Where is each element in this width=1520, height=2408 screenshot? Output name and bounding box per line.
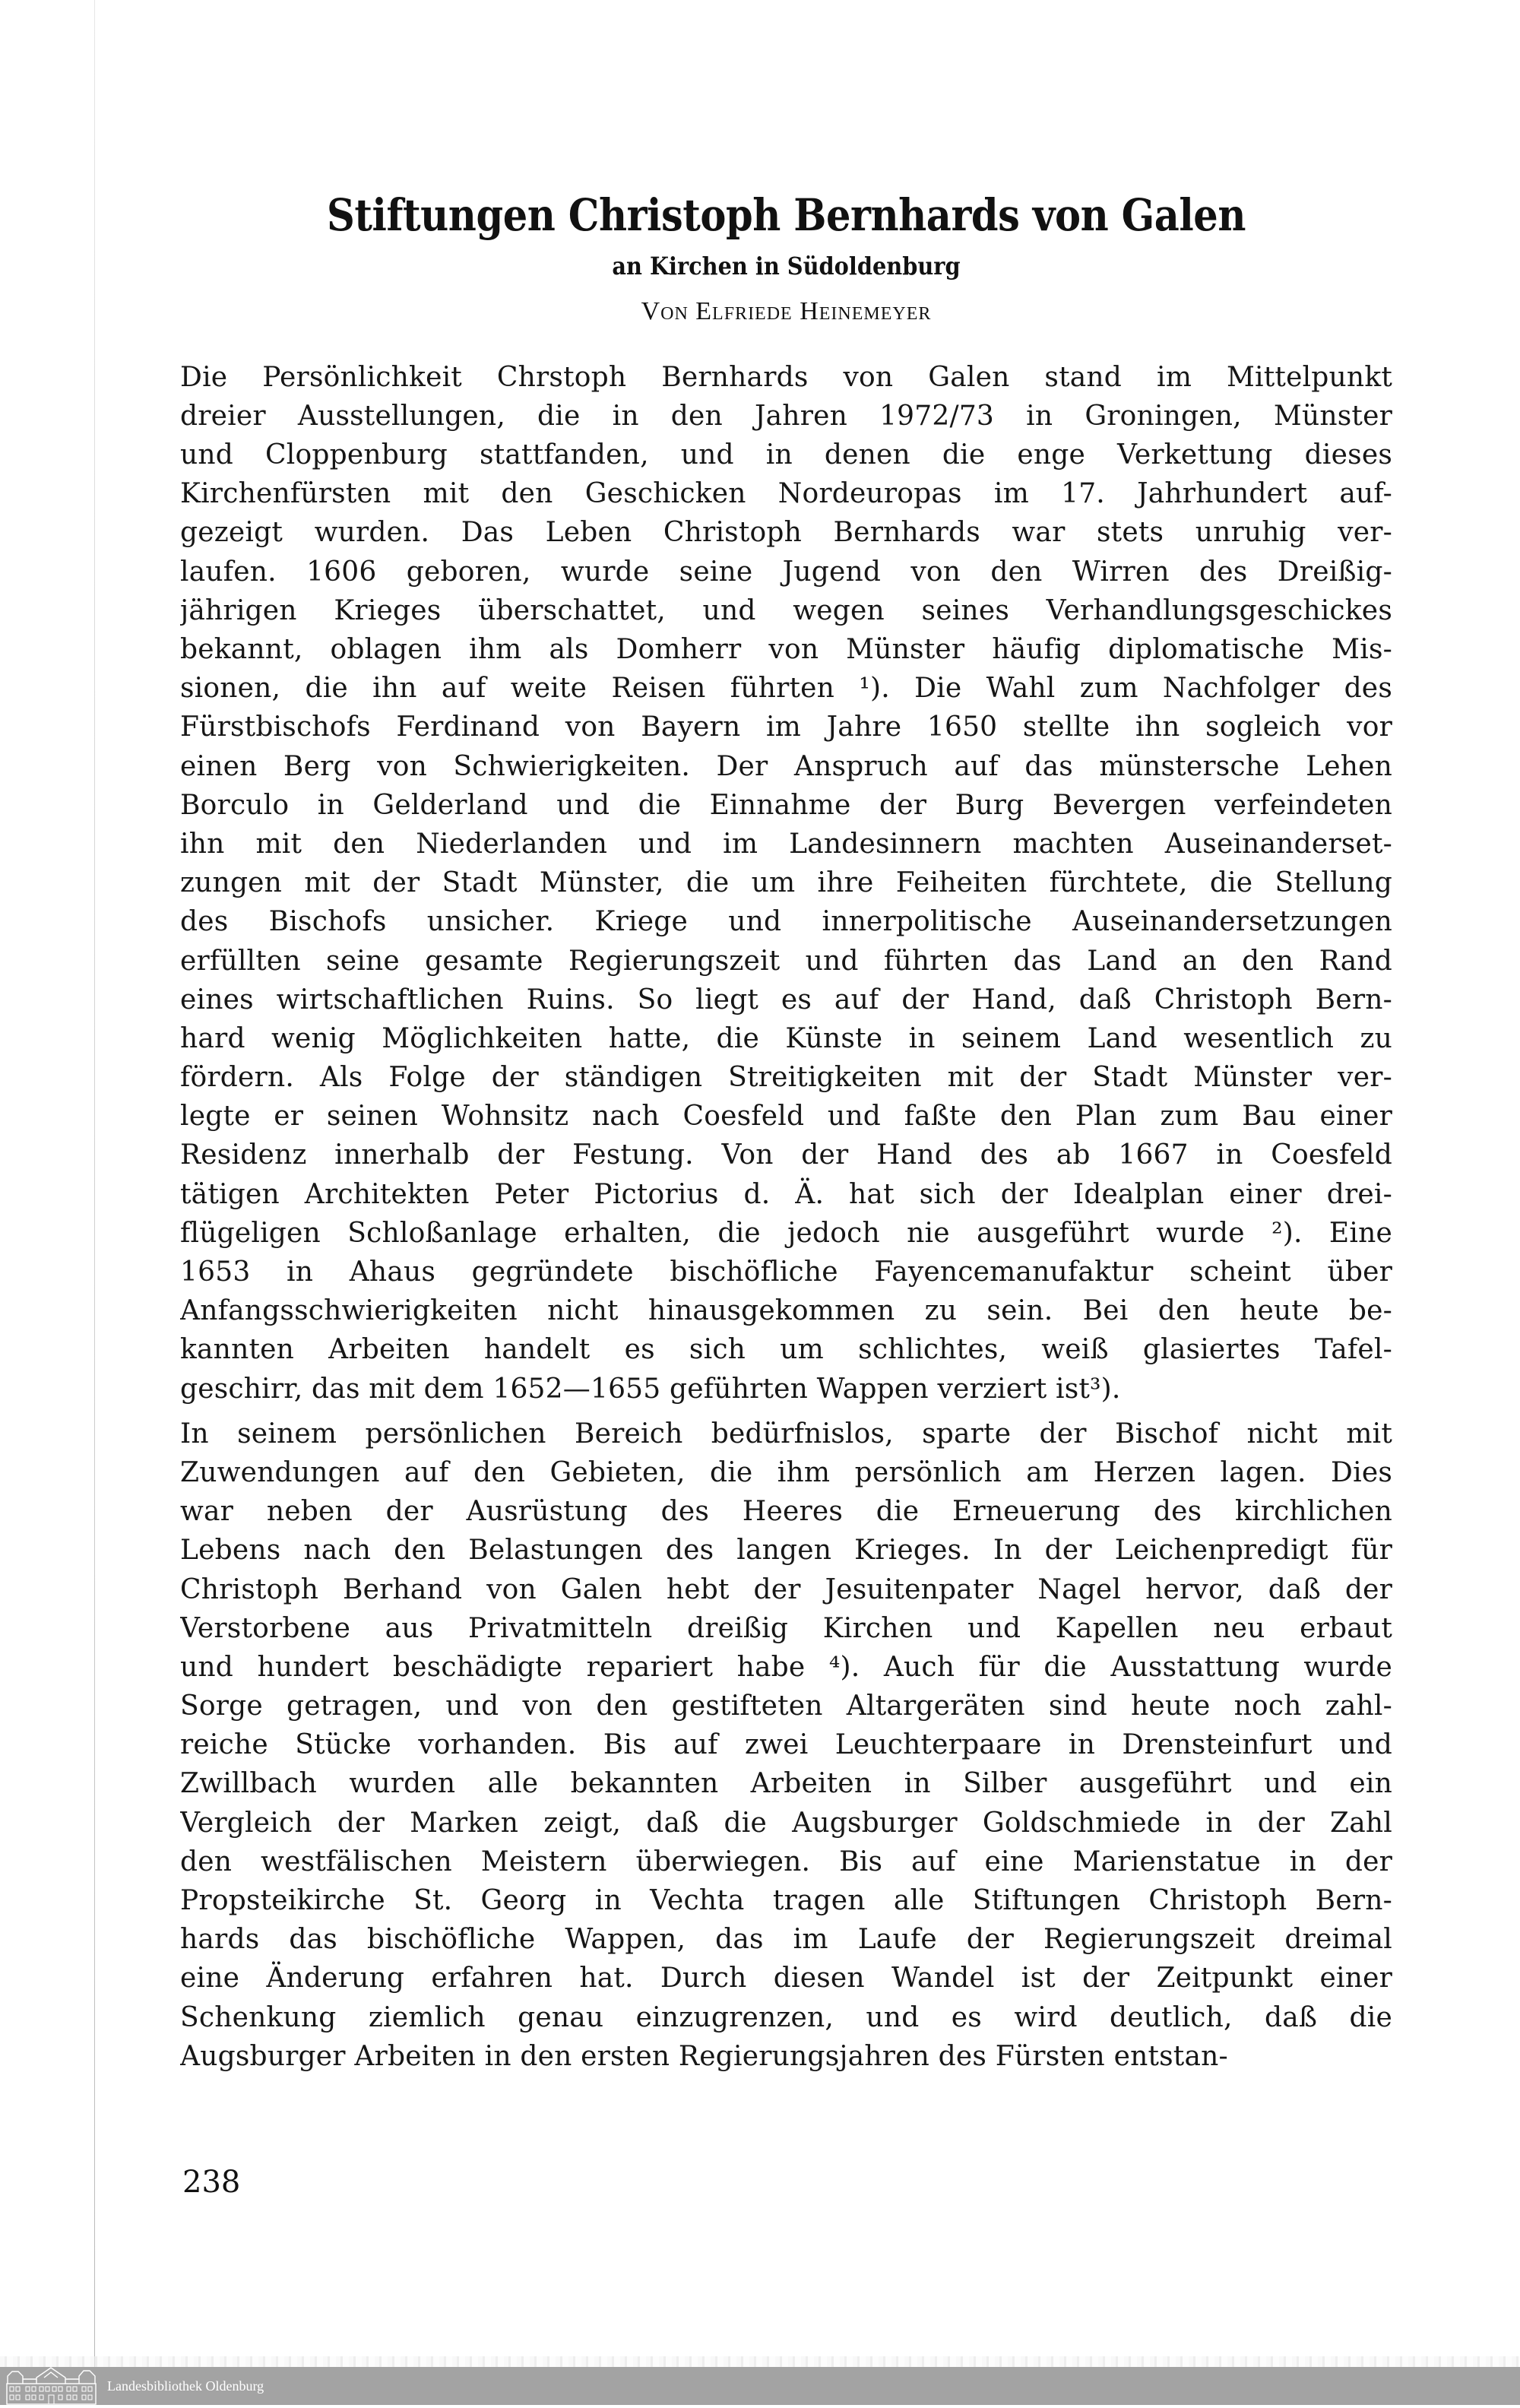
footer-bar: [0, 2367, 1520, 2405]
text-line: Lebens nach den Belastungen des langen Krieges. In der Leichenpredigt für: [180, 1535, 1392, 1567]
text-line: Kirchenfürsten mit den Geschicken Nordeuropas im 17. Jahrhundert auf-: [180, 478, 1392, 510]
text-line: In seinem persönlichen Bereich bedürfnislos, sparte der Bischof nicht mit: [180, 1418, 1392, 1450]
text-line: hards das bischöfliche Wappen, das im Laufe der Regierungszeit dreimal: [180, 1924, 1392, 1956]
text-line: dreier Ausstellungen, die in den Jahren 1972/73 in Groningen, Münster: [180, 400, 1392, 432]
text-line: Zwillbach wurden alle bekannten Arbeiten in Silber ausgeführt und ein: [180, 1768, 1392, 1800]
text-line: Schenkung ziemlich genau einzugrenzen, und es wird deutlich, daß die: [180, 2001, 1392, 2033]
text-line: fördern. Als Folge der ständigen Streitigkeiten mit der Stadt Münster ver-: [180, 1062, 1392, 1094]
scan-edge: [0, 2356, 1520, 2367]
text-line: Anfangsschwierigkeiten nicht hinausgekommen zu sein. Bei den heute be-: [180, 1295, 1392, 1327]
text-line: des Bischofs unsicher. Kriege und innerpolitische Auseinandersetzungen: [180, 906, 1392, 938]
text-line: Vergleich der Marken zeigt, daß die Augsburger Goldschmiede in der Zahl: [180, 1807, 1392, 1839]
text-line: flügeligen Schloßanlage erhalten, die jedoch nie ausgeführt wurde ²). Eine: [180, 1217, 1392, 1249]
article-author: Von Elfriede Heinemeyer: [641, 296, 932, 325]
text-line: ihn mit den Niederlanden und im Landesinnern machten Auseinanderset-: [180, 828, 1392, 860]
text-line: gezeigt wurden. Das Leben Christoph Bernhards war stets unruhig ver-: [180, 517, 1392, 549]
text-line: eine Änderung erfahren hat. Durch diesen Wandel ist der Zeitpunkt einer: [180, 1963, 1392, 1995]
text-line: eines wirtschaftlichen Ruins. So liegt es auf der Hand, daß Christoph Bern-: [180, 984, 1392, 1015]
text-line: den westfälischen Meistern überwiegen. Bis auf eine Marienstatue in der: [180, 1846, 1392, 1877]
page-gutter-line: [94, 0, 95, 2367]
text-line: laufen. 1606 geboren, wurde seine Jugend von den Wirren des Dreißig-: [180, 556, 1392, 588]
paragraph-1: [180, 358, 1392, 1408]
text-line: legte er seinen Wohnsitz nach Coesfeld und faßte den Plan zum Bau einer: [180, 1101, 1392, 1133]
text-line: Zuwendungen auf den Gebieten, die ihm persönlich am Herzen lagen. Dies: [180, 1456, 1392, 1488]
text-line: kannten Arbeiten handelt es sich um schlichtes, weiß glasiertes Tafel-: [180, 1334, 1392, 1366]
text-line: jährigen Krieges überschattet, und wegen seines Verhandlungsgeschickes: [180, 594, 1392, 626]
text-line: geschirr, das mit dem 1652—1655 geführten Wappen verziert ist³).: [180, 1373, 1121, 1405]
text-line: bekannt, oblagen ihm als Domherr von Münster häufig diplomatische Mis-: [180, 634, 1392, 665]
text-line: zungen mit der Stadt Münster, die um ihre Feiheiten fürchtete, die Stellung: [180, 867, 1392, 899]
text-line: Propsteikirche St. Georg in Vechta tragen alle Stiftungen Christoph Bern-: [180, 1885, 1392, 1916]
text-line: Residenz innerhalb der Festung. Von der Hand des ab 1667 in Coesfeld: [180, 1139, 1392, 1171]
library-building-icon: [5, 2367, 98, 2405]
text-line: Die Persönlichkeit Chrstoph Bernhards von Galen stand im Mittelpunkt: [180, 361, 1392, 393]
text-line: Augsburger Arbeiten in den ersten Regierungsjahren des Fürsten entstan-: [180, 2040, 1228, 2072]
document-page: [180, 190, 1392, 2076]
text-line: sionen, die ihn auf weite Reisen führten ¹). Die Wahl zum Nachfolger des: [180, 673, 1392, 705]
text-line: 1653 in Ahaus gegründete bischöfliche Fayencemanufaktur scheint über: [180, 1256, 1392, 1288]
text-line: erfüllten seine gesamte Regierungszeit und führten das Land an den Rand: [180, 945, 1392, 977]
paragraph-2: [180, 1415, 1392, 2076]
text-line: war neben der Ausrüstung des Heeres die Erneuerung des kirchlichen: [180, 1496, 1392, 1528]
article-body: [180, 358, 1392, 2076]
library-name: Landesbibliothek Oldenburg: [107, 2378, 264, 2394]
text-line: einen Berg von Schwierigkeiten. Der Anspruch auf das münstersche Lehen: [180, 750, 1392, 782]
text-line: Borculo in Gelderland und die Einnahme der Burg Bevergen verfeindeten: [180, 789, 1392, 821]
article-title: Stiftungen Christoph Bernhards von Galen: [326, 189, 1246, 241]
text-line: tätigen Architekten Peter Pictorius d. Ä. hat sich der Idealplan einer drei-: [180, 1178, 1392, 1210]
text-line: hard wenig Möglichkeiten hatte, die Künste in seinem Land wesentlich zu: [180, 1022, 1392, 1054]
text-line: Verstorbene aus Privatmitteln dreißig Kirchen und Kapellen neu erbaut: [180, 1612, 1392, 1644]
page-number: 238: [182, 2165, 241, 2200]
article-subtitle: an Kirchen in Südoldenburg: [612, 251, 961, 280]
text-line: und Cloppenburg stattfanden, und in denen die enge Verkettung dieses: [180, 439, 1392, 471]
text-line: Fürstbischofs Ferdinand von Bayern im Jahre 1650 stellte ihn sogleich vor: [180, 711, 1392, 743]
text-line: und hundert beschädigte repariert habe ⁴). Auch für die Ausstattung wurde: [180, 1651, 1392, 1683]
text-line: Christoph Berhand von Galen hebt der Jesuitenpater Nagel hervor, daß der: [180, 1573, 1392, 1605]
text-line: reiche Stücke vorhanden. Bis auf zwei Leuchterpaare in Drensteinfurt und: [180, 1729, 1392, 1761]
text-line: Sorge getragen, und von den gestifteten Altargeräten sind heute noch zahl-: [180, 1690, 1392, 1722]
